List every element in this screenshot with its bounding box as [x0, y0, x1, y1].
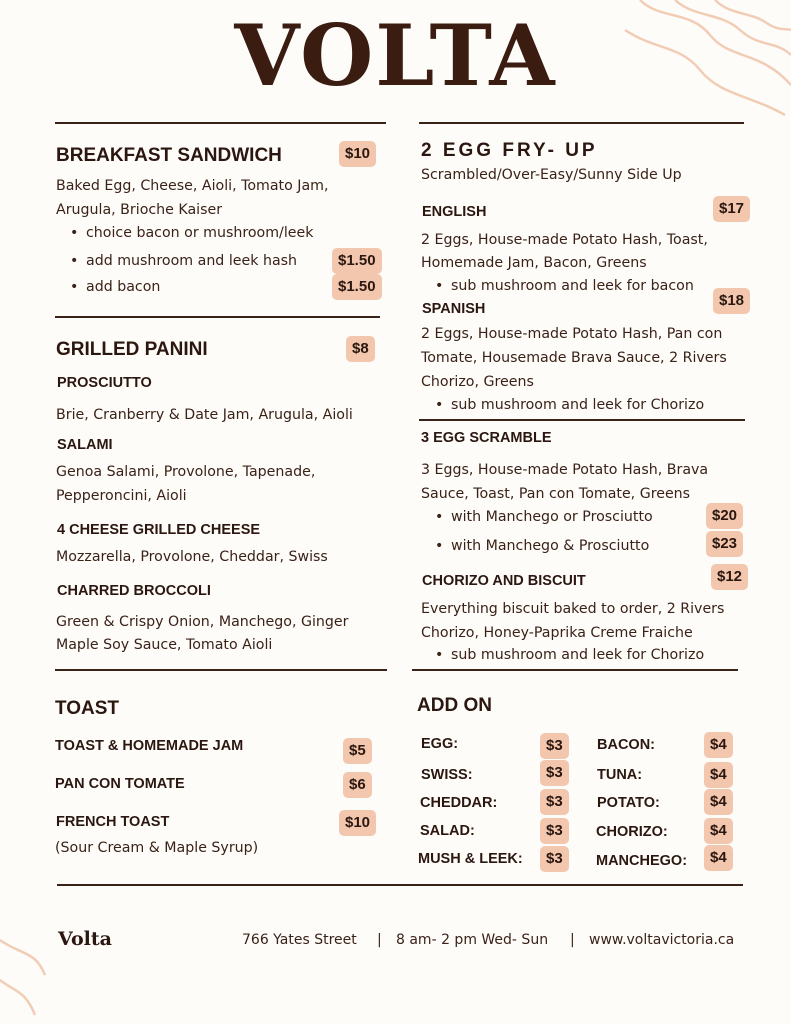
addon-name: BACON: [597, 737, 655, 753]
english-desc: Homemade Jam, Bacon, Greens [421, 255, 647, 271]
addon-price: $4 [704, 789, 733, 815]
panini-item-desc: Brie, Cranberry & Date Jam, Arugula, Aioli [56, 407, 353, 423]
addon-price: $3 [540, 846, 569, 872]
breakfast-sandwich-option: • add bacon [86, 279, 160, 295]
panini-item-name: 4 CHEESE GRILLED CHEESE [57, 522, 261, 538]
divider [57, 884, 743, 886]
english-name: ENGLISH [422, 204, 487, 220]
spanish-desc: 2 Eggs, House-made Potato Hash, Pan con [421, 326, 723, 342]
addon-price: $4 [704, 732, 733, 758]
addon-name: TUNA: [597, 767, 643, 783]
toast-item-name: PAN CON TOMATE [55, 776, 185, 792]
spanish-sub: • sub mushroom and leek for Chorizo [451, 397, 704, 413]
grilled-panini-title: GRILLED PANINI [56, 339, 208, 360]
scramble-desc: Sauce, Toast, Pan con Tomate, Greens [421, 486, 691, 502]
divider [55, 669, 387, 671]
addon-name: SWISS: [421, 767, 473, 783]
addon-title: ADD ON [417, 695, 492, 716]
english-price: $17 [713, 196, 750, 222]
panini-item-name: CHARRED BROCCOLI [57, 583, 211, 599]
divider [412, 669, 738, 671]
divider [55, 316, 380, 318]
breakfast-sandwich-title: BREAKFAST SANDWICH [56, 145, 282, 166]
english-sub: • sub mushroom and leek for bacon [451, 278, 694, 294]
chorizo-biscuit-name: CHORIZO AND BISCUIT [422, 573, 586, 589]
fry-up-subtitle: Scrambled/Over-Easy/Sunny Side Up [421, 167, 682, 183]
chorizo-biscuit-desc: Chorizo, Honey-Paprika Creme Fraiche [421, 625, 693, 641]
scramble-name: 3 EGG SCRAMBLE [421, 430, 552, 446]
breakfast-sandwich-desc: Arugula, Brioche Kaiser [56, 202, 223, 218]
grilled-panini-price: $8 [346, 336, 375, 362]
addon-price: $4 [704, 762, 733, 788]
spanish-desc: Tomate, Housemade Brava Sauce, 2 Rivers [421, 350, 727, 366]
footer-address: 766 Yates Street [242, 932, 357, 948]
toast-item-note: (Sour Cream & Maple Syrup) [55, 840, 259, 856]
addon-name: EGG: [421, 736, 459, 752]
addon-name: CHEDDAR: [420, 795, 498, 811]
panini-item-desc: Pepperoncini, Aioli [56, 488, 187, 504]
english-desc: 2 Eggs, House-made Potato Hash, Toast, [421, 232, 708, 248]
divider [419, 419, 745, 421]
divider [419, 122, 744, 124]
panini-item-desc: Mozzarella, Provolone, Cheddar, Swiss [56, 549, 328, 565]
divider [55, 122, 386, 124]
panini-item-name: SALAMI [57, 437, 113, 453]
toast-title: TOAST [55, 698, 120, 719]
addon-name: SALAD: [420, 823, 475, 839]
spanish-desc: Chorizo, Greens [421, 374, 534, 390]
fry-up-title: 2 EGG FRY- UP [421, 140, 598, 161]
breakfast-sandwich-price: $10 [339, 141, 376, 167]
toast-item-price: $5 [343, 738, 372, 764]
panini-item-name: PROSCIUTTO [57, 375, 152, 391]
toast-item-price: $10 [339, 810, 376, 836]
footer-website[interactable]: www.voltavictoria.ca [589, 932, 735, 948]
toast-item-name: FRENCH TOAST [56, 814, 170, 830]
spanish-price: $18 [713, 288, 750, 314]
footer-logo: Volta [58, 928, 112, 950]
footer-separator: | [570, 932, 575, 948]
addon-price: $3 [540, 733, 569, 759]
toast-item-price: $6 [343, 772, 372, 798]
footer-separator: | [377, 932, 382, 948]
addon-price: $4 [704, 818, 733, 844]
scramble-option: • with Manchego or Prosciutto [451, 509, 653, 525]
breakfast-sandwich-desc: Baked Egg, Cheese, Aioli, Tomato Jam, [56, 178, 329, 194]
chorizo-biscuit-sub: • sub mushroom and leek for Chorizo [451, 647, 704, 663]
addon-price: $3 [540, 789, 569, 815]
addon-price: $3 [540, 818, 569, 844]
addon-name: POTATO: [597, 795, 660, 811]
option-price: $1.50 [332, 248, 382, 274]
panini-item-desc: Genoa Salami, Provolone, Tapenade, [56, 464, 316, 480]
addon-name: MUSH & LEEK: [418, 851, 523, 867]
scramble-desc: 3 Eggs, House-made Potato Hash, Brava [421, 462, 709, 478]
chorizo-biscuit-desc: Everything biscuit baked to order, 2 Rivers [421, 601, 725, 617]
addon-name: MANCHEGO: [596, 853, 688, 869]
addon-name: CHORIZO: [596, 824, 668, 840]
volta-logo: VOLTA [234, 6, 557, 105]
footer-hours: 8 am- 2 pm Wed- Sun [396, 932, 549, 948]
panini-item-desc: Maple Soy Sauce, Tomato Aioli [56, 637, 273, 653]
addon-price: $4 [704, 845, 733, 871]
addon-price: $3 [540, 760, 569, 786]
panini-item-desc: Green & Crispy Onion, Manchego, Ginger [56, 614, 349, 630]
option-price: $1.50 [332, 274, 382, 300]
breakfast-sandwich-option: • add mushroom and leek hash [86, 253, 297, 269]
scramble-option-price: $23 [706, 531, 743, 557]
scramble-option: • with Manchego & Prosciutto [451, 538, 649, 554]
decorative-waves-bottom [0, 920, 60, 1024]
spanish-name: SPANISH [422, 301, 486, 317]
toast-item-name: TOAST & HOMEMADE JAM [55, 738, 244, 754]
chorizo-biscuit-price: $12 [711, 564, 748, 590]
scramble-option-price: $20 [706, 503, 743, 529]
breakfast-sandwich-option: • choice bacon or mushroom/leek [86, 225, 313, 241]
